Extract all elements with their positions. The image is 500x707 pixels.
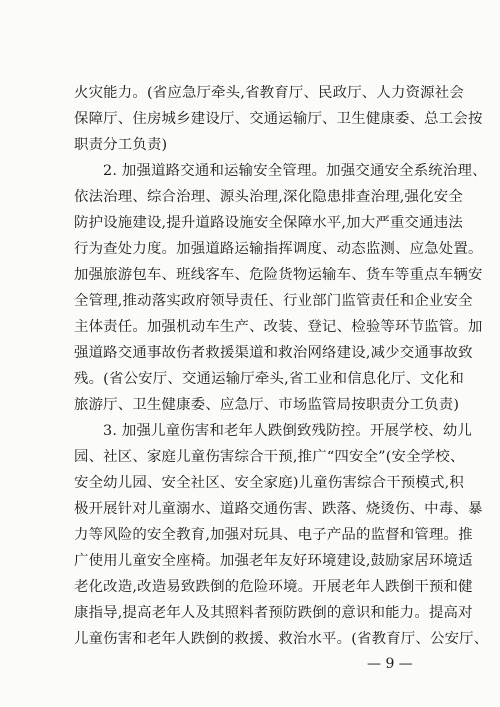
text-line: 火灾能力。(省应急厅牵头,省教育厅、民政厅、人力资源社会: [74, 85, 464, 101]
text-line: 行为查处力度。加强道路运输指挥调度、动态监测、应急处置。: [74, 241, 483, 257]
text-line: 强道路交通事故伤者救援渠道和救治网络建设,减少交通事故致: [74, 345, 473, 361]
page-number: — 9 —: [367, 656, 413, 672]
text-line: 安全幼儿园、安全社区、安全家庭)儿童伤害综合干预模式,积: [74, 475, 464, 491]
text-line: 康指导,提高老年人及其照料者预防跌倒的意识和能力。提高对: [74, 605, 473, 621]
text-line: 依法治理、综合治理、源头治理,深化隐患排查治理,强化安全: [74, 189, 463, 205]
text-line: 园、社区、家庭儿童伤害综合干预,推广“四安全”(安全学校、: [74, 449, 465, 465]
text-line: 残。(省公安厅、交通运输厅牵头,省工业和信息化厅、文化和: [74, 371, 464, 387]
text-line: 加强旅游包车、班线客车、危险货物运输车、货车等重点车辆安: [74, 267, 483, 283]
text-line: 主体责任。加强机动车生产、改装、登记、检验等环节监管。加: [74, 319, 483, 335]
text-line: 全管理,推动落实政府领导责任、行业部门监管责任和企业安全: [74, 293, 473, 309]
document-body: [74, 80, 489, 652]
text-line: 广使用儿童安全座椅。加强老年友好环境建设,鼓励家居环境适: [74, 553, 473, 569]
text-line: 力等风险的安全教育,加强对玩具、电子产品的监督和管理。推: [74, 527, 473, 543]
text-line: 2. 加强道路交通和运输安全管理。加强交通安全系统治理、: [103, 163, 487, 179]
text-line: 极开展针对儿童溺水、道路交通伤害、跌落、烧烫伤、中毒、暴: [74, 501, 483, 517]
text-line: 老化改造,改造易致跌倒的危险环境。开展老年人跌倒干预和健: [74, 579, 473, 595]
text-line: 防护设施建设,提升道路设施安全保障水平,加大严重交通违法: [74, 215, 463, 231]
text-line: 3. 加强儿童伤害和老年人跌倒致残防控。开展学校、幼儿: [103, 423, 473, 439]
text-line: 职责分工负责): [74, 137, 168, 153]
text-line: 旅游厅、卫生健康委、应急厅、市场监管局按职责分工负责): [74, 397, 460, 413]
text-line: 儿童伤害和老年人跌倒的救援、救治水平。(省教育厅、公安厅、: [74, 631, 489, 647]
text-line: 保障厅、住房城乡建设厅、交通运输厅、卫生健康委、总工会按: [74, 111, 483, 127]
